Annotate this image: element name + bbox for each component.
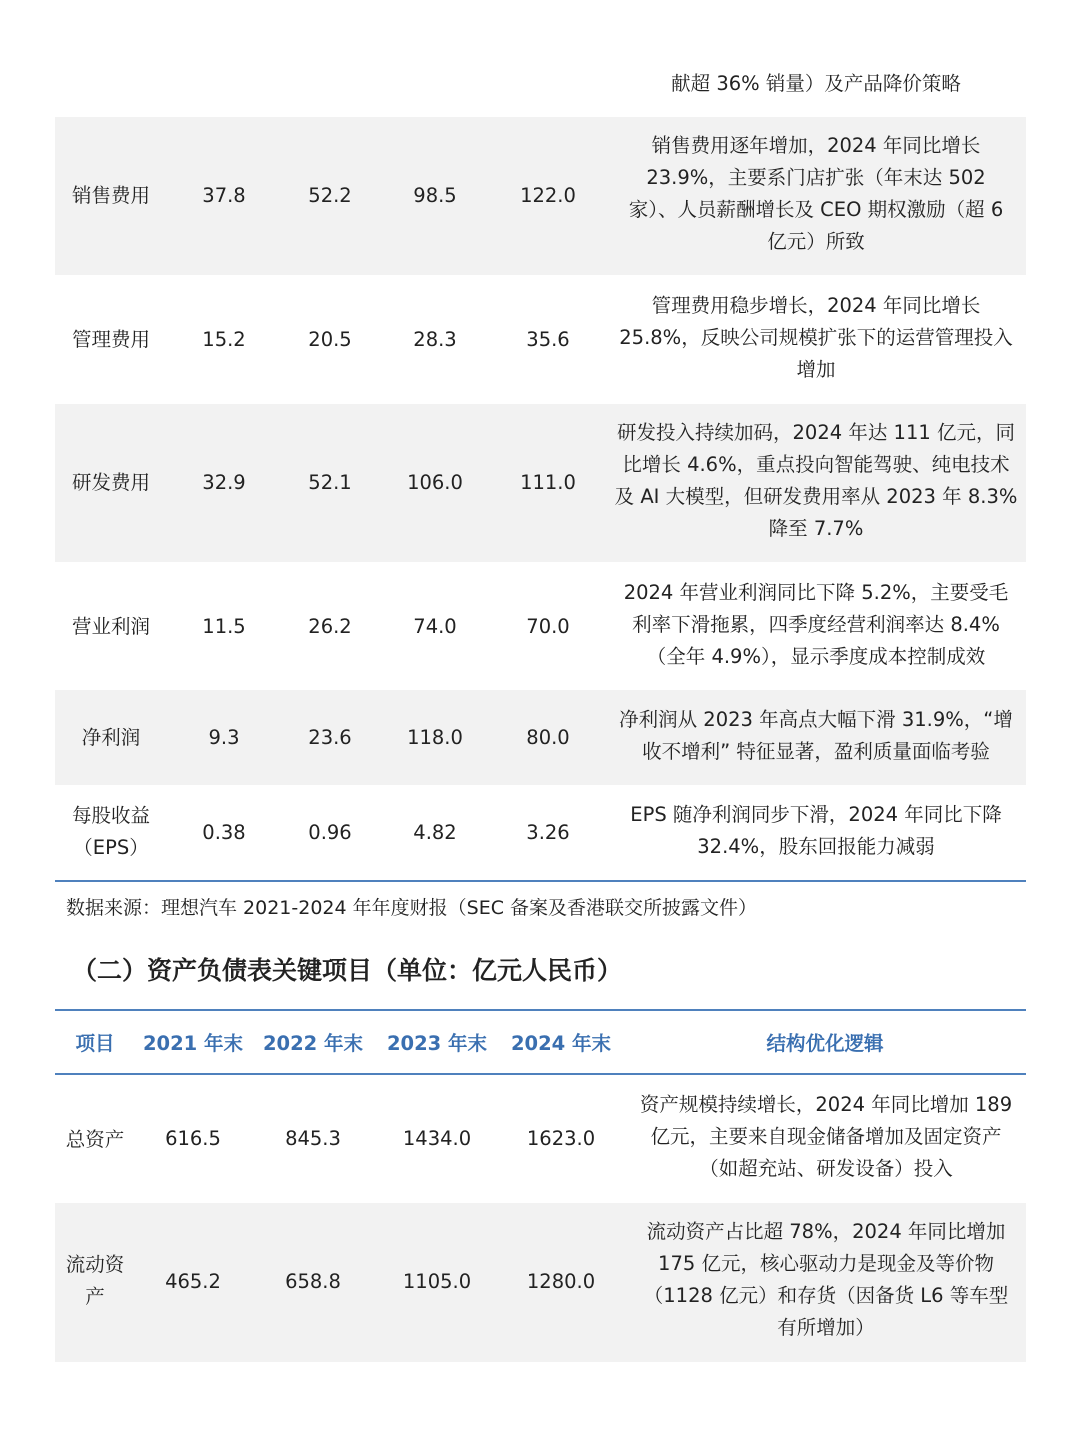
row-note: 研发投入持续加码，2024 年达 111 亿元，同 比增长 4.6%，重点投向智能驾驶、纯电技术 及 AI 大模型，但研发费用率从 2023 年 8.3% 降至 7.7% [614, 421, 1018, 540]
cell-2022: 20.5 [308, 328, 352, 351]
row-label: 净利润 [81, 726, 141, 749]
header-2023: 2023 年末 [386, 1032, 488, 1055]
cell-2023: 118.0 [407, 726, 463, 749]
cell-2024: 3.26 [526, 821, 570, 844]
cell-2023: 4.82 [413, 821, 457, 844]
header-2021: 2021 年末 [142, 1032, 244, 1055]
table-bottom-rule [55, 880, 1026, 882]
cell-2021: 37.8 [202, 184, 246, 207]
cell-2022: 23.6 [308, 726, 352, 749]
row-note: EPS 随净利润同步下滑，2024 年同比下降 32.4%，股东回报能力减弱 [630, 803, 1002, 858]
cell-2021: 0.38 [202, 821, 246, 844]
data-source-note: 数据来源：理想汽车 2021-2024 年年度财报（SEC 备案及香港联交所披露文件） [66, 897, 758, 919]
row-label: 每股收益 （EPS） [71, 804, 150, 859]
header-item: 项目 [75, 1032, 115, 1055]
row-note: 2024 年营业利润同比下降 5.2%，主要受毛 利率下滑拖累，四季度经营利润率达 8.4% （全年 4.9%），显示季度成本控制成效 [623, 581, 1009, 668]
header-rule [55, 1073, 1026, 1075]
cell-2024: 35.6 [526, 328, 570, 351]
cell-2024: 1280.0 [526, 1270, 596, 1293]
row-label: 流动资 产 [65, 1253, 125, 1308]
cell-2024: 111.0 [520, 471, 576, 494]
cell-2021: 15.2 [202, 328, 246, 351]
cell-2021: 465.2 [165, 1270, 221, 1293]
cell-2022: 52.1 [308, 471, 352, 494]
cell-2022: 0.96 [308, 821, 352, 844]
cell-2021: 9.3 [208, 726, 240, 749]
cell-2021: 616.5 [165, 1127, 221, 1150]
cell-2023: 106.0 [407, 471, 463, 494]
row-label: 销售费用 [71, 184, 150, 207]
cell-2023: 1434.0 [402, 1127, 472, 1150]
cell-2021: 32.9 [202, 471, 246, 494]
cell-2024: 122.0 [520, 184, 576, 207]
header-2022: 2022 年末 [262, 1032, 364, 1055]
cell-2023: 28.3 [413, 328, 457, 351]
cell-2023: 98.5 [413, 184, 457, 207]
cell-2021: 11.5 [202, 615, 246, 638]
cell-2023: 1105.0 [402, 1270, 472, 1293]
cell-2022: 845.3 [285, 1127, 341, 1150]
header-2024: 2024 年末 [510, 1032, 612, 1055]
section-title: （二）资产负债表关键项目（单位：亿元人民币） [72, 956, 623, 985]
table-top-rule [55, 1009, 1026, 1011]
cell-2023: 74.0 [413, 615, 457, 638]
cell-2022: 658.8 [285, 1270, 341, 1293]
row-label: 管理费用 [71, 328, 150, 351]
row-note: 净利润从 2023 年高点大幅下滑 31.9%，“增 收不增利” 特征显著，盈利质量面临考验 [619, 708, 1013, 763]
cell-2022: 52.2 [308, 184, 352, 207]
row-note: 销售费用逐年增加，2024 年同比增长 23.9%，主要系门店扩张（年末达 502 家）、人员薪酬增长及 CEO 期权激励（超 6 亿元）所致 [628, 134, 1004, 253]
row-label: 营业利润 [71, 615, 150, 638]
cell-2022: 26.2 [308, 615, 352, 638]
row-label: 总资产 [65, 1128, 125, 1151]
row-note: 流动资产占比超 78%，2024 年同比增加 175 亿元，核心驱动力是现金及等价物 （1128 亿元）和存货（因备货 L6 等车型 有所增加） [643, 1220, 1009, 1339]
cell-2024: 70.0 [526, 615, 570, 638]
row-label: 研发费用 [71, 471, 150, 494]
row-note: 资产规模持续增长，2024 年同比增加 189 亿元，主要来自现金储备增加及固定资产 （如超充站、研发设备）投入 [639, 1093, 1013, 1180]
header-logic: 结构优化逻辑 [766, 1032, 884, 1055]
continued-note: 献超 36% 销量）及产品降价策略 [671, 72, 961, 95]
row-note: 管理费用稳步增长，2024 年同比增长 25.8%，反映公司规模扩张下的运营管理投入 增加 [619, 294, 1013, 381]
cell-2024: 1623.0 [526, 1127, 596, 1150]
cell-2024: 80.0 [526, 726, 570, 749]
